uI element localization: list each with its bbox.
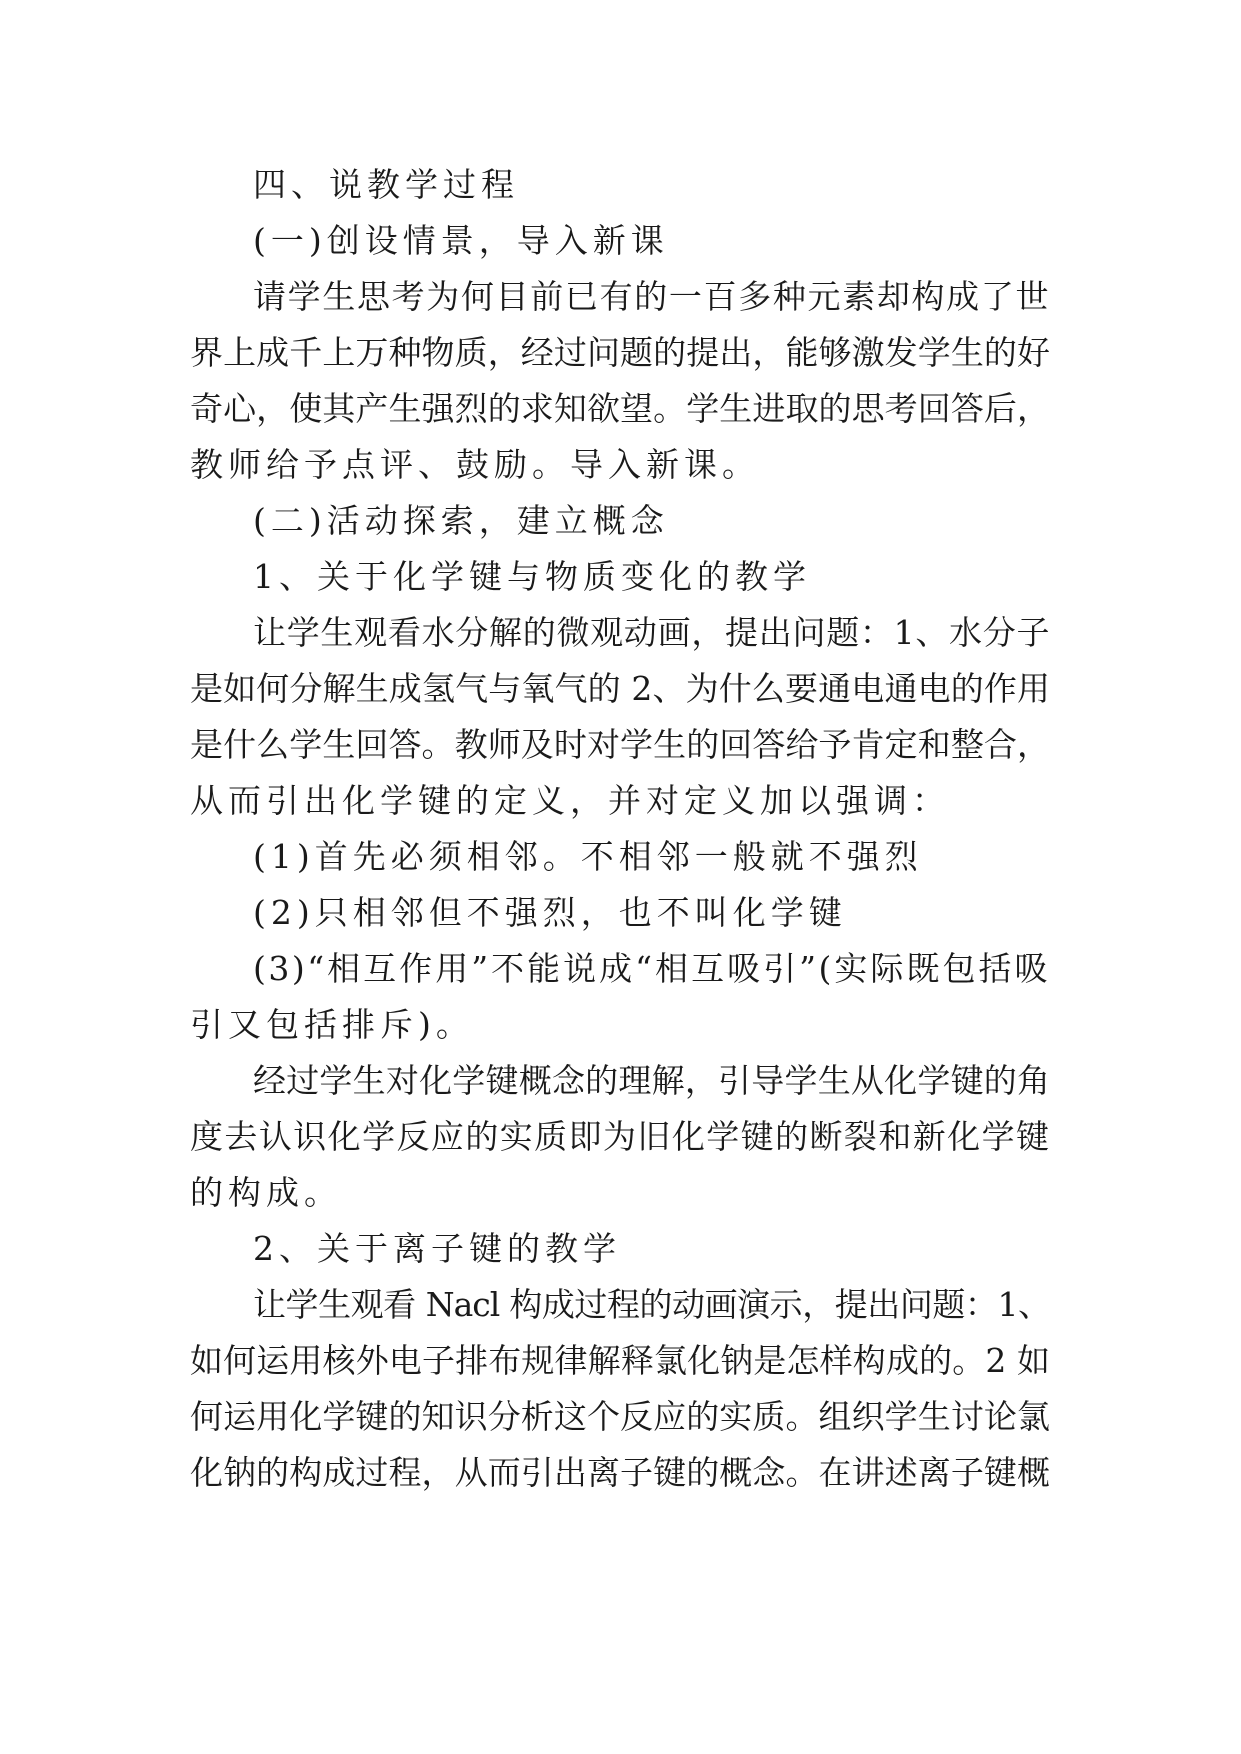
paragraph-line: 化钠的构成过程，从而引出离子键的概念。在讲述离子键概 — [190, 1453, 1050, 1492]
paragraph-line: 教师给予点评、鼓励。导入新课。 — [190, 445, 760, 484]
paragraph-line: 从而引出化学键的定义，并对定义加以强调： — [190, 781, 950, 820]
list-item: (2)只相邻但不强烈，也不叫化学键 — [253, 893, 847, 932]
paragraph-line: 经过学生对化学键概念的理解，引导学生从化学键的角 — [253, 1061, 1050, 1100]
heading-teaching-process: 四、说教学过程 — [253, 165, 519, 204]
paragraph-line: 是什么学生回答。教师及时对学生的回答给予肯定和整合， — [190, 725, 1050, 764]
paragraph-line: 请学生思考为何目前已有的一百多种元素却构成了世 — [253, 277, 1050, 316]
paragraph-line: 奇心，使其产生强烈的求知欲望。学生进取的思考回答后， — [190, 389, 1050, 428]
section-heading-ionic-bond: 2、关于离子键的教学 — [253, 1229, 621, 1268]
list-item-continuation: 引又包括排斥)。 — [190, 1005, 474, 1044]
paragraph-line: 的构成。 — [190, 1173, 342, 1212]
paragraph-line: 度去认识化学反应的实质即为旧化学键的断裂和新化学键 — [190, 1117, 1050, 1156]
subheading-activity: (二)活动探索，建立概念 — [253, 501, 669, 540]
section-heading-chemical-bond: 1、关于化学键与物质变化的教学 — [253, 557, 811, 596]
paragraph-line: 是如何分解生成氢气与氧气的 2、为什么要通电通电的作用 — [190, 669, 1050, 708]
list-item: (1)首先必须相邻。不相邻一般就不强烈 — [253, 837, 923, 876]
paragraph-line: 让学生观看 Nacl 构成过程的动画演示，提出问题：1、 — [253, 1285, 1050, 1324]
subheading-scenario: (一)创设情景，导入新课 — [253, 221, 669, 260]
paragraph-line: 何运用化学键的知识分析这个反应的实质。组织学生讨论氯 — [190, 1397, 1050, 1436]
list-item: (3)“相互作用”不能说成“相互吸引”(实际既包括吸 — [253, 949, 1050, 988]
paragraph-line: 界上成千上万种物质，经过问题的提出，能够激发学生的好 — [190, 333, 1050, 372]
paragraph-line: 让学生观看水分解的微观动画，提出问题：1、水分子 — [253, 613, 1050, 652]
paragraph-line: 如何运用核外电子排布规律解释氯化钠是怎样构成的。2 如 — [190, 1341, 1050, 1380]
